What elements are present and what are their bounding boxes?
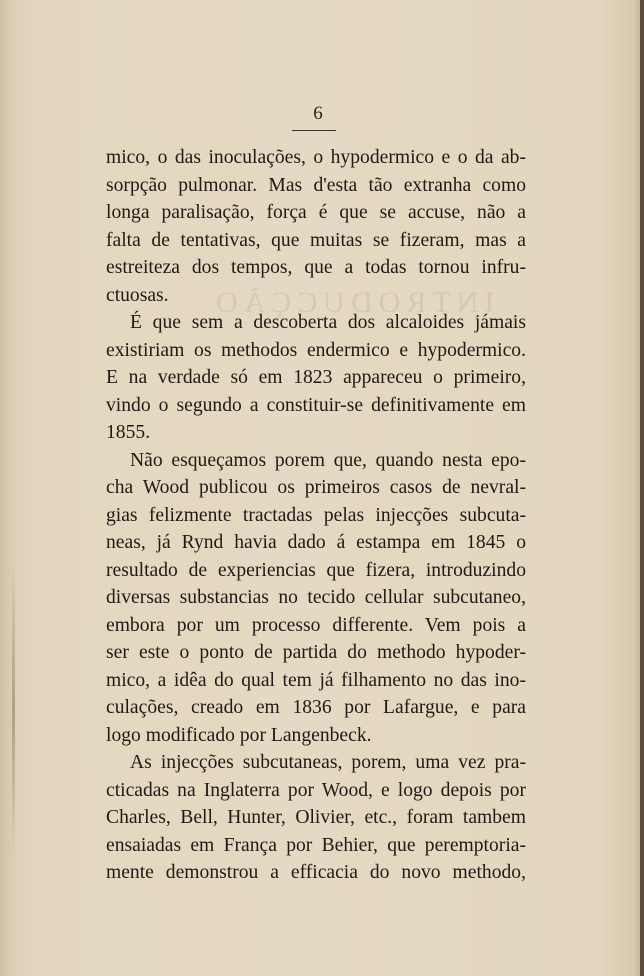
text-line: ser este o ponto de partida do methodo hypoder- [106,642,526,663]
text-line: resultado de experiencias que fizera, introduzindo [106,559,526,581]
text-line: culações, creado em 1836 por Lafargue, e para [106,697,526,718]
page-number: 6 [313,103,323,124]
text-line: embora por um processo differente. Vem pois a [106,614,526,636]
text-line: longa paralisação, força é que se accuse, não a [106,202,526,223]
text-line: É que sem a descoberta dos alcaloides jámais [130,312,526,333]
paragraph [106,447,526,750]
page-gutter-shadow [12,560,15,860]
text-line: 1855. [106,422,151,443]
text-line: neas, já Rynd havia dado á estampa em 1845 o [106,532,526,553]
text-line: gias felizmente tractadas pelas injecções subcuta- [106,504,526,526]
header-rule [292,130,336,131]
text-line: cticadas na Inglaterra por Wood, e logo depois por [106,779,526,801]
text-line: sorpção pulmonar. Mas d'esta tão extranha como [106,174,526,196]
bleed-through-text: INTRODUCÇÃO [210,286,495,319]
paragraph [106,749,526,887]
text-line: diversas substancias no tecido cellular subcutaneo, [106,587,526,608]
text-line: falta de tentativas, que muitas se fizeram, mas a [106,229,526,251]
body-text [106,144,526,887]
paragraph [106,144,526,309]
text-line: vindo o segundo a constituir-se definitivamente em [106,394,526,416]
text-line: E na verdade só em 1823 appareceu o primeiro, [106,367,526,388]
text-line: Charles, Bell, Hunter, Olivier, etc., foram tambem [106,807,526,828]
text-line: mico, a idêa do qual tem já filhamento no das ino- [106,669,526,691]
text-line: mente demonstrou a efficacia do novo methodo, [106,862,526,883]
text-line: existiriam os methodos endermico e hypodermico. [106,339,526,361]
text-line: ctuosas. [106,284,169,306]
text-line: Não esqueçamos porem que, quando nesta epo- [130,449,526,471]
text-line: ensaiadas em França por Behier, que peremptoria- [106,834,526,856]
page-edge [640,0,644,976]
text-line: estreiteza dos tempos, que a todas tornou infru- [106,257,526,278]
paragraph [106,309,526,447]
text-line: mico, o das inoculações, o hypodermico e o da ab- [106,147,526,168]
text-line: logo modificado por Langenbeck. [106,724,372,746]
text-line: As injecções subcutaneas, porem, uma vez pra- [130,752,526,773]
text-line: cha Wood publicou os primeiros casos de nevral- [106,477,526,498]
